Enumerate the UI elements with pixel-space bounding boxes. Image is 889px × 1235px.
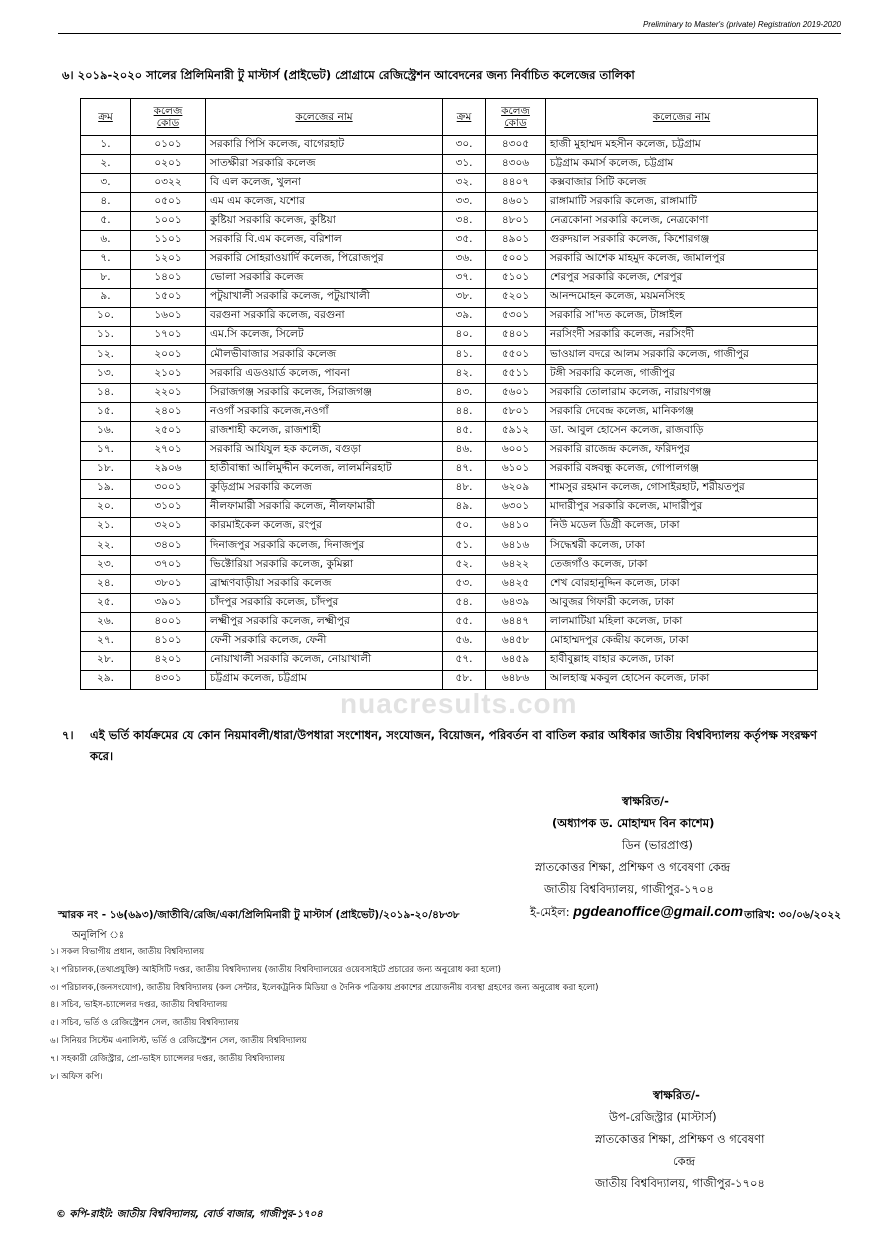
serial-cell: ৫১. xyxy=(443,536,486,555)
copies-heading: অনুলিপি ঃ xyxy=(72,930,125,941)
serial-cell: ২৪. xyxy=(81,575,131,594)
college-name-cell: সরকারি আযিযুল হক কলেজ, বগুড়া xyxy=(206,441,443,460)
college-name-cell: তেজগাঁও কলেজ, ঢাকা xyxy=(546,556,818,575)
signatory-office: স্নাতকোত্তর শিক্ষা, প্রশিক্ষণ ও গবেষণা কেন্দ্র xyxy=(535,860,731,874)
table-row xyxy=(81,212,818,231)
college-name-cell: নিউ মডেল ডিগ্রী কলেজ, ঢাকা xyxy=(546,517,818,536)
code-cell: ৪১০১ xyxy=(131,632,206,651)
code-cell: ৫৪০১ xyxy=(486,326,546,345)
serial-cell: ৩৫. xyxy=(443,231,486,250)
college-name-cell: সরকারি এডওয়ার্ড কলেজ, পাবনা xyxy=(206,365,443,384)
college-name-cell: শামসুর রহমান কলেজ, গোসাইরহাট, শরীয়তপুর xyxy=(546,479,818,498)
list-item: ৮। অফিস কপি। xyxy=(50,1071,103,1082)
serial-cell: ১১. xyxy=(81,326,131,345)
serial-cell: ৩১. xyxy=(443,155,486,174)
code-cell: ৪৬০১ xyxy=(486,193,546,212)
code-cell: ৬৪২৫ xyxy=(486,575,546,594)
code-cell: ৬৪৫৯ xyxy=(486,651,546,670)
college-name-cell: লক্ষ্মীপুর সরকারি কলেজ, লক্ষ্মীপুর xyxy=(206,613,443,632)
signatory-university: জাতীয় বিশ্ববিদ্যালয়, গাজীপুর-১৭০৪ xyxy=(544,882,714,896)
signature-block-registrar xyxy=(595,1084,805,1194)
table-row xyxy=(81,575,818,594)
code-cell: ২০০১ xyxy=(131,346,206,365)
code-cell: ২১০১ xyxy=(131,365,206,384)
memo-date: তারিখ: ৩০/০৬/২০২২ xyxy=(744,909,841,921)
copies-list xyxy=(50,944,598,1086)
code-cell: ২২০১ xyxy=(131,384,206,403)
serial-cell: ৫৪. xyxy=(443,594,486,613)
college-name-cell: সিদ্ধেশ্বরী কলেজ, ঢাকা xyxy=(546,536,818,555)
code-cell: ৬৪১০ xyxy=(486,517,546,536)
college-name-cell: টঙ্গী সরকারি কলেজ, গাজীপুর xyxy=(546,365,818,384)
header-code-text: কলেজ কোড xyxy=(153,105,183,129)
section-7-number: ৭। xyxy=(62,728,74,742)
serial-cell: ১৮. xyxy=(81,460,131,479)
code-cell: ৫৫০১ xyxy=(486,346,546,365)
table-row xyxy=(81,174,818,193)
serial-cell: ৬. xyxy=(81,231,131,250)
code-cell: ৫৮০১ xyxy=(486,403,546,422)
header-code xyxy=(131,99,206,136)
code-cell: ০১০১ xyxy=(131,136,206,155)
serial-cell: ২৭. xyxy=(81,632,131,651)
list-item: ১। সকল বিভাগীয় প্রধান, জাতীয় বিশ্ববিদ্যালয় xyxy=(50,947,205,957)
college-name-cell: সরকারি তোলারাম কলেজ, নারায়ণগঞ্জ xyxy=(546,384,818,403)
college-name-cell: চট্টগ্রাম কলেজ, চট্টগ্রাম xyxy=(206,670,443,689)
college-name-cell: সরকারি সোহরাওয়ার্দি কলেজ, পিরোজপুর xyxy=(206,250,443,269)
code-cell: ৩০০১ xyxy=(131,479,206,498)
college-name-cell: মোহাম্মদপুর কেন্দ্রীয় কলেজ, ঢাকা xyxy=(546,632,818,651)
email-link[interactable]: pgdeanoffice@gmail.com xyxy=(573,903,744,919)
email-label: ই-মেইল: xyxy=(530,905,574,919)
serial-cell: ২৯. xyxy=(81,670,131,689)
college-name-cell: মাদারীপুর সরকারি কলেজ, মাদারীপুর xyxy=(546,498,818,517)
table-row xyxy=(81,231,818,250)
college-name-cell: কুষ্টিয়া সরকারি কলেজ, কুষ্টিয়া xyxy=(206,212,443,231)
code-cell: ০৫০১ xyxy=(131,193,206,212)
college-name-cell: সরকারি পিসি কলেজ, বাগেরহাট xyxy=(206,136,443,155)
section-6-title: ৬। ২০১৯-২০২০ সালের প্রিলিমিনারী টু মাস্টার্স (প্রাইভেট) প্রোগ্রামে রেজিস্ট্রেশন আবেদনের জন্য নির্বাচিত কলেজের তালিকা xyxy=(62,68,635,82)
serial-cell: ২২. xyxy=(81,536,131,555)
code-cell: ৬৪২২ xyxy=(486,556,546,575)
code-cell: ৩২০১ xyxy=(131,517,206,536)
serial-cell: ৩৯. xyxy=(443,307,486,326)
serial-cell: ৪৪. xyxy=(443,403,486,422)
serial-cell: ৫. xyxy=(81,212,131,231)
college-name-cell: গুরুদয়াল সরকারি কলেজ, কিশোরগঞ্জ xyxy=(546,231,818,250)
table-row xyxy=(81,269,818,288)
serial-cell: ৭. xyxy=(81,250,131,269)
college-name-cell: এম.সি কলেজ, সিলেট xyxy=(206,326,443,345)
serial-cell: ৪২. xyxy=(443,365,486,384)
section-7 xyxy=(62,725,827,767)
serial-cell: ২০. xyxy=(81,498,131,517)
serial-cell: ৪৫. xyxy=(443,422,486,441)
table-row xyxy=(81,250,818,269)
college-name-cell: সরকারি দেবেন্দ্র কলেজ, মানিকগঞ্জ xyxy=(546,403,818,422)
serial-cell: ১৭. xyxy=(81,441,131,460)
code-cell: ৬৩০১ xyxy=(486,498,546,517)
college-name-cell: নেত্রকোনা সরকারি কলেজ, নেত্রকোণা xyxy=(546,212,818,231)
serial-cell: ৫৩. xyxy=(443,575,486,594)
code-cell: ৫২০১ xyxy=(486,288,546,307)
college-name-cell: আলহাজ্ব মকবুল হোসেন কলেজ, ঢাকা xyxy=(546,670,818,689)
signatory-office-cont: কেন্দ্র xyxy=(673,1154,696,1168)
college-name-cell: নরসিংদী সরকারি কলেজ, নরসিংদী xyxy=(546,326,818,345)
table-row xyxy=(81,155,818,174)
code-cell: ১৭০১ xyxy=(131,326,206,345)
list-item: ৫। সচিব, ভর্তি ও রেজিস্ট্রেশন সেল, জাতীয় বিশ্ববিদ্যালয় xyxy=(50,1018,239,1029)
code-cell: ৬৪১৬ xyxy=(486,536,546,555)
serial-cell: ১৩. xyxy=(81,365,131,384)
college-name-cell: পটুয়াখালী সরকারি কলেজ, পটুয়াখালী xyxy=(206,288,443,307)
college-name-cell: ভোলা সরকারি কলেজ xyxy=(206,269,443,288)
college-name-cell: দিনাজপুর সরকারি কলেজ, দিনাজপুর xyxy=(206,536,443,555)
college-name-cell: সরকারি বি.এম কলেজ, বরিশাল xyxy=(206,231,443,250)
code-cell: ৩৪০১ xyxy=(131,536,206,555)
college-name-cell: বি এল কলেজ, খুলনা xyxy=(206,174,443,193)
college-name-cell: সরকারি বঙ্গবন্ধু কলেজ, গোপালগঞ্জ xyxy=(546,460,818,479)
serial-cell: ৩৭. xyxy=(443,269,486,288)
code-cell: ৪৪০৭ xyxy=(486,174,546,193)
serial-cell: ১২. xyxy=(81,346,131,365)
serial-cell: ৪১. xyxy=(443,346,486,365)
college-name-cell: রাজশাহী কলেজ, রাজশাহী xyxy=(206,422,443,441)
code-cell: ৫৯১২ xyxy=(486,422,546,441)
college-name-cell: কুড়িগ্রাম সরকারি কলেজ xyxy=(206,479,443,498)
table-row xyxy=(81,288,818,307)
serial-cell: ২৮. xyxy=(81,651,131,670)
code-cell: ০২০১ xyxy=(131,155,206,174)
table-row xyxy=(81,326,818,345)
code-cell: ২৭০১ xyxy=(131,441,206,460)
code-cell: ৬২০৯ xyxy=(486,479,546,498)
signatory-office: স্নাতকোত্তর শিক্ষা, প্রশিক্ষণ ও গবেষণা xyxy=(595,1132,765,1146)
list-item: ২। পরিচালক,(তথ্যপ্রযুক্তি) আইসিটি দপ্তর, জাতীয় বিশ্ববিদ্যালয় (জাতীয় বিশ্ববিদ্যালয়ের ওয়েবসাইটে প্রচারের জন্য অনুরোধ করা হলো) xyxy=(50,964,501,975)
code-cell: ৪৩০৬ xyxy=(486,155,546,174)
table-row xyxy=(81,498,818,517)
table-row xyxy=(81,517,818,536)
code-cell: ১৫০১ xyxy=(131,288,206,307)
serial-cell: ৪৩. xyxy=(443,384,486,403)
code-cell: ৫১০১ xyxy=(486,269,546,288)
college-name-cell: কক্সবাজার সিটি কলেজ xyxy=(546,174,818,193)
college-name-cell: ডা. আবুল হোসেন কলেজ, রাজবাড়ি xyxy=(546,422,818,441)
serial-cell: ৫৫. xyxy=(443,613,486,632)
table-header-row xyxy=(81,99,818,136)
code-cell: ৬১০১ xyxy=(486,460,546,479)
list-item: ৪। সচিব, ভাইস-চ্যান্সেলর দপ্তর, জাতীয় বিশ্ববিদ্যালয় xyxy=(50,1000,228,1011)
college-name-cell: সরকারি সা'দত কলেজ, টাঙ্গাইল xyxy=(546,307,818,326)
college-name-cell: আনন্দমোহন কলেজ, ময়মনসিংহ xyxy=(546,288,818,307)
code-cell: ২৯০৬ xyxy=(131,460,206,479)
college-name-cell: চাঁদপুর সরকারি কলেজ, চাঁদপুর xyxy=(206,594,443,613)
serial-cell: ৪৬. xyxy=(443,441,486,460)
serial-cell: ৩০. xyxy=(443,136,486,155)
serial-cell: ১৪. xyxy=(81,384,131,403)
table-row xyxy=(81,536,818,555)
college-name-cell: সাতক্ষীরা সরকারি কলেজ xyxy=(206,155,443,174)
serial-cell: ২৬. xyxy=(81,613,131,632)
header-college-name: কলেজের নাম xyxy=(206,99,443,136)
serial-cell: ৪৮. xyxy=(443,479,486,498)
code-cell: ৪৯০১ xyxy=(486,231,546,250)
code-cell: ২৪০১ xyxy=(131,403,206,422)
copyright-footer: © কপি-রাইট: জাতীয় বিশ্ববিদ্যালয়, বোর্ড বাজার, গাজীপুর-১৭০৪ xyxy=(56,1209,323,1220)
serial-cell: ১৬. xyxy=(81,422,131,441)
table-row xyxy=(81,651,818,670)
table-row xyxy=(81,632,818,651)
serial-cell: ৪৭. xyxy=(443,460,486,479)
college-name-cell: ভিক্টোরিয়া সরকারি কলেজ, কুমিল্লা xyxy=(206,556,443,575)
college-name-cell: লালমাটিয়া মহিলা কলেজ, ঢাকা xyxy=(546,613,818,632)
serial-cell: ১. xyxy=(81,136,131,155)
code-cell: ৬০০১ xyxy=(486,441,546,460)
table-row xyxy=(81,460,818,479)
college-list-table xyxy=(80,98,818,690)
table-row xyxy=(81,307,818,326)
code-cell: ৫৫১১ xyxy=(486,365,546,384)
code-cell: ৬৪৩৯ xyxy=(486,594,546,613)
code-cell: ১০০১ xyxy=(131,212,206,231)
document-header: Preliminary to Master's (private) Registration 2019-2020 xyxy=(642,20,841,29)
college-name-cell: হাতীবান্ধা আলিমুদ্দীন কলেজ, লালমনিরহাট xyxy=(206,460,443,479)
college-name-cell: সিরাজগঞ্জ সরকারি কলেজ, সিরাজগঞ্জ xyxy=(206,384,443,403)
signed-mark: স্বাক্ষরিত/- xyxy=(622,794,669,808)
table-row xyxy=(81,422,818,441)
code-cell: ৩৯০১ xyxy=(131,594,206,613)
serial-cell: ৪০. xyxy=(443,326,486,345)
serial-cell: ২৫. xyxy=(81,594,131,613)
serial-cell: ৫০. xyxy=(443,517,486,536)
code-cell: ১৪০১ xyxy=(131,269,206,288)
college-name-cell: চট্টগ্রাম কমার্স কলেজ, চট্টগ্রাম xyxy=(546,155,818,174)
header-college-name: কলেজের নাম xyxy=(546,99,818,136)
college-name-cell: সরকারি রাজেন্দ্র কলেজ, ফরিদপুর xyxy=(546,441,818,460)
serial-cell: ৫২. xyxy=(443,556,486,575)
college-name-cell: রাঙ্গামাটি সরকারি কলেজ, রাঙ্গামাটি xyxy=(546,193,818,212)
code-cell: ২৫০১ xyxy=(131,422,206,441)
header-serial: ক্রম xyxy=(443,99,486,136)
table-row xyxy=(81,365,818,384)
serial-cell: ৮. xyxy=(81,269,131,288)
section-7-text: এই ভর্তি কার্যক্রমের যে কোন নিয়মাবলী/ধারা/উপধারা সংশোধন, সংযোজন, বিয়োজন, পরিবর্তন বা বাতিল করার অধিকার জাতীয় বিশ্ববিদ্যালয় কর্তৃপক্ষ সংরক্ষণ করে। xyxy=(90,728,817,763)
signatory-name: (অধ্যাপক ড. মোহাম্মদ বিন কাশেম) xyxy=(552,816,715,830)
signatory-title: উপ-রেজিস্ট্রার (মাস্টার্স) xyxy=(609,1110,717,1124)
code-cell: ৫৩০১ xyxy=(486,307,546,326)
code-cell: ৬৪৮৬ xyxy=(486,670,546,689)
code-cell: ৬৪৫৮ xyxy=(486,632,546,651)
signature-block-dean xyxy=(530,790,800,923)
college-name-cell: হাজী মুহাম্মদ মহসীন কলেজ, চট্টগ্রাম xyxy=(546,136,818,155)
college-name-cell: ভাওয়াল বদরে আলম সরকারি কলেজ, গাজীপুর xyxy=(546,346,818,365)
signed-mark: স্বাক্ষরিত/- xyxy=(653,1088,700,1102)
table-row xyxy=(81,556,818,575)
table-row xyxy=(81,670,818,689)
serial-cell: ৩৩. xyxy=(443,193,486,212)
serial-cell: ৩৮. xyxy=(443,288,486,307)
code-cell: ১১০১ xyxy=(131,231,206,250)
college-name-cell: বরগুনা সরকারি কলেজ, বরগুনা xyxy=(206,307,443,326)
code-cell: ৩১০১ xyxy=(131,498,206,517)
serial-cell: ৫৮. xyxy=(443,670,486,689)
table-row xyxy=(81,479,818,498)
table-row xyxy=(81,441,818,460)
code-cell: ৪২০১ xyxy=(131,651,206,670)
code-cell: ৪৮০১ xyxy=(486,212,546,231)
code-cell: ৪৩০৫ xyxy=(486,136,546,155)
code-cell: ১২০১ xyxy=(131,250,206,269)
signatory-title: ডিন (ভারপ্রাপ্ত) xyxy=(622,838,693,852)
college-name-cell: আবুজর গিফারী কলেজ, ঢাকা xyxy=(546,594,818,613)
serial-cell: ১৫. xyxy=(81,403,131,422)
college-name-cell: ব্রাহ্মণবাড়ীয়া সরকারি কলেজ xyxy=(206,575,443,594)
college-name-cell: সরকারি আশেক মাহমুদ কলেজ, জামালপুর xyxy=(546,250,818,269)
table-row xyxy=(81,384,818,403)
serial-cell: ২. xyxy=(81,155,131,174)
code-cell: ৫০০১ xyxy=(486,250,546,269)
table-row xyxy=(81,594,818,613)
serial-cell: ২৩. xyxy=(81,556,131,575)
code-cell: ৪৩০১ xyxy=(131,670,206,689)
serial-cell: ১৯. xyxy=(81,479,131,498)
serial-cell: ৫৭. xyxy=(443,651,486,670)
table-row xyxy=(81,613,818,632)
serial-cell: ৫৬. xyxy=(443,632,486,651)
signatory-university: জাতীয় বিশ্ববিদ্যালয়, গাজীপুর-১৭০৪ xyxy=(595,1176,765,1190)
serial-cell: ৯. xyxy=(81,288,131,307)
college-name-cell: নীলফামারী সরকারি কলেজ, নীলফামারী xyxy=(206,498,443,517)
table-row xyxy=(81,403,818,422)
code-cell: ৬৪৪৭ xyxy=(486,613,546,632)
serial-cell: ২১. xyxy=(81,517,131,536)
college-name-cell: শেরপুর সরকারি কলেজ, শেরপুর xyxy=(546,269,818,288)
college-name-cell: এম এম কলেজ, যশোর xyxy=(206,193,443,212)
serial-cell: ৪. xyxy=(81,193,131,212)
serial-cell: ৪৯. xyxy=(443,498,486,517)
college-name-cell: নোয়াখালী সরকারি কলেজ, নোয়াখালী xyxy=(206,651,443,670)
table-row xyxy=(81,193,818,212)
code-cell: ১৬০১ xyxy=(131,307,206,326)
serial-cell: ৩. xyxy=(81,174,131,193)
serial-cell: ৩৪. xyxy=(443,212,486,231)
college-name-cell: শেখ বোরহানুদ্দিন কলেজ, ঢাকা xyxy=(546,575,818,594)
code-cell: ৩৮০১ xyxy=(131,575,206,594)
code-cell: ৩৭০১ xyxy=(131,556,206,575)
table-row xyxy=(81,346,818,365)
college-name-cell: নওগাঁ সরকারি কলেজ,নওগাঁ xyxy=(206,403,443,422)
list-item: ৩। পরিচালক,(জনসংযোগ), জাতীয় বিশ্ববিদ্যালয় (কল সেন্টার, ইলেকট্রনিক মিডিয়া ও দৈনিক পত্রিকায় প্রকাশের প্রয়োজনীয় ব্যবস্থা গ্রহণের জন্য অনুরোধ করা হলো) xyxy=(50,982,599,993)
code-cell: ৫৬০১ xyxy=(486,384,546,403)
college-name-cell: ফেনী সরকারি কলেজ, ফেনী xyxy=(206,632,443,651)
college-name-cell: মৌলভীবাজার সরকারি কলেজ xyxy=(206,346,443,365)
header-serial: ক্রম xyxy=(81,99,131,136)
college-name-cell: কারমাইকেল কলেজ, রংপুর xyxy=(206,517,443,536)
college-name-cell: হাবীবুল্লাহ বাহার কলেজ, ঢাকা xyxy=(546,651,818,670)
table-body xyxy=(81,136,818,690)
code-cell: ৪০০১ xyxy=(131,613,206,632)
serial-cell: ১০. xyxy=(81,307,131,326)
table-row xyxy=(81,136,818,155)
list-item: ৬। সিনিয়র সিস্টেম এনালিস্ট, ভর্তি ও রেজিস্ট্রেশন সেল, জাতীয় বিশ্ববিদ্যালয় xyxy=(50,1035,307,1046)
serial-cell: ৩২. xyxy=(443,174,486,193)
list-item: ৭। সহকারী রেজিস্ট্রার, প্রো-ভাইস চ্যান্সেলর দপ্তর, জাতীয় বিশ্ববিদ্যালয় xyxy=(50,1053,285,1064)
header-code xyxy=(486,99,546,136)
serial-cell: ৩৬. xyxy=(443,250,486,269)
watermark: nuacresults.com xyxy=(340,688,578,719)
header-rule xyxy=(58,33,841,34)
memo-reference: স্মারক নং - ১৬(৬৯৩)/জাতীবি/রেজি/একা/প্রিলিমিনারী টু মাস্টার্স (প্রাইভেট)/২০১৯-২০/৪৮৩৮ xyxy=(58,909,460,921)
header-code-text: কলেজ কোড xyxy=(501,105,530,129)
code-cell: ০৩২২ xyxy=(131,174,206,193)
